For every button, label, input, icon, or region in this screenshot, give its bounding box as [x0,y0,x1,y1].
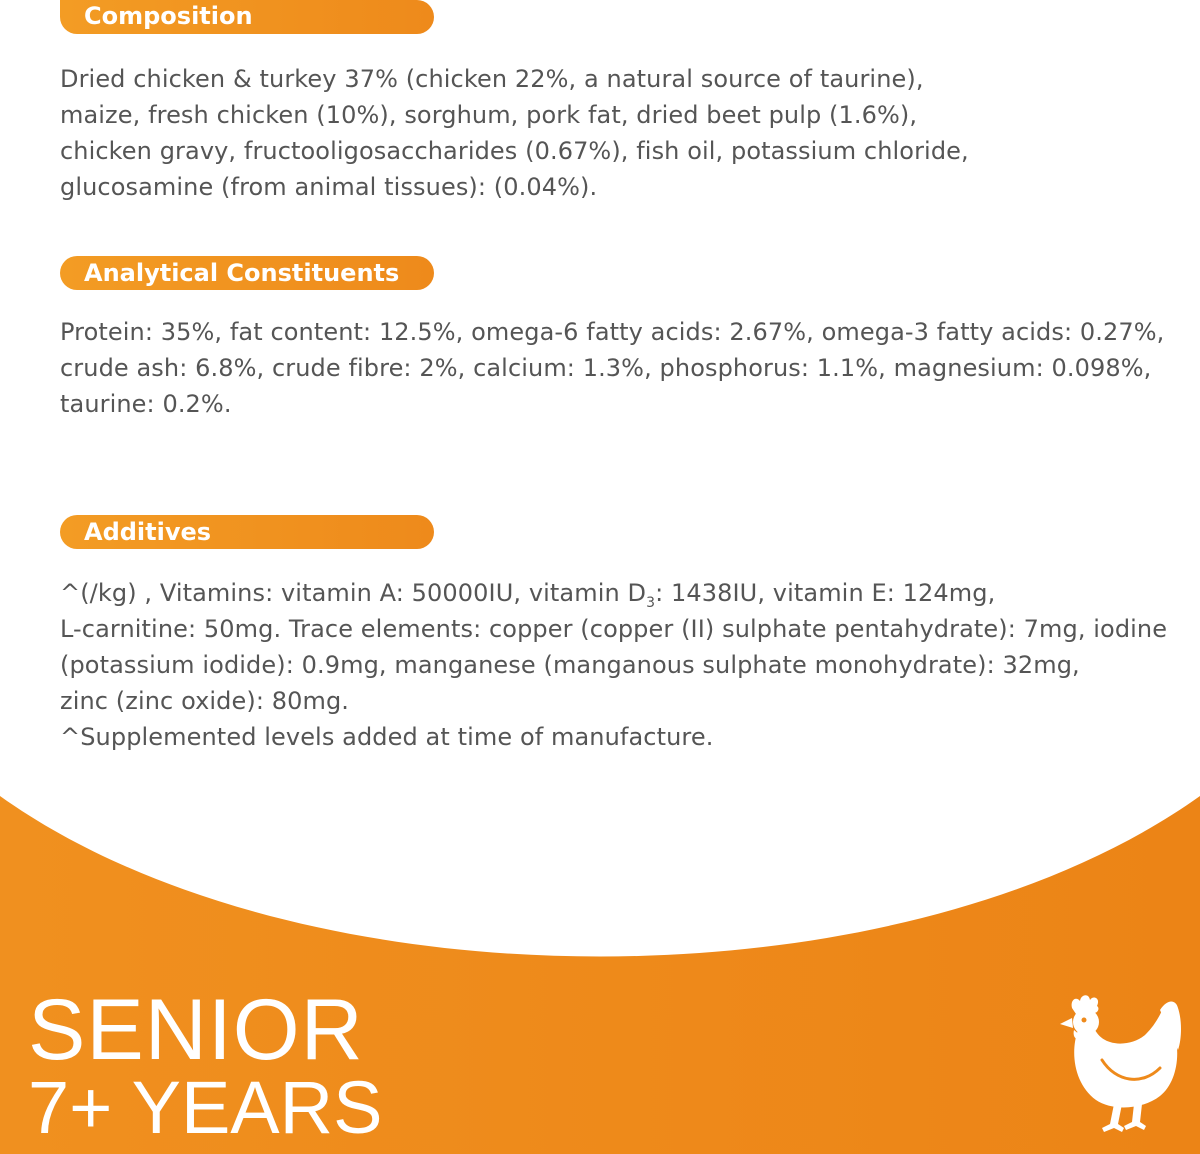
additives-line: zinc (zinc oxide): 80mg. [60,687,350,715]
composition-heading: Composition [60,0,434,34]
composition-line: glucosamine (from animal tissues): (0.04%). [60,173,598,201]
additives-footnote: ^Supplemented levels added at time of manufacture. [60,723,714,751]
age-subtitle: 7+ YEARS [28,1066,383,1149]
additives-line: L-carnitine: 50mg. Trace elements: copper (copper (II) sulphate pentahydrate): 7mg, iodine [60,615,1168,643]
additives-line-1-rest: : 1438IU, vitamin E: 124mg, [655,579,996,607]
composition-line: chicken gravy, fructooligosaccharides (0.67%), fish oil, potassium chloride, [60,137,969,165]
analytical-line: Protein: 35%, fat content: 12.5%, omega-6 fatty acids: 2.67%, omega-3 fatty acids: 0.27%, [60,318,1165,346]
analytical-constituents-heading: Analytical Constituents [60,256,434,290]
additives-line: (potassium iodide): 0.9mg, manganese (manganous sulphate monohydrate): 32mg, [60,651,1080,679]
analytical-line: crude ash: 6.8%, crude fibre: 2%, calcium: 1.3%, phosphorus: 1.1%, magnesium: 0.098%, [60,354,1152,382]
composition-text [60,61,1160,205]
subscript-3: 3 [646,594,656,611]
chicken-icon [1056,992,1186,1140]
additives-line-1 [60,575,1160,611]
analytical-constituents-text [60,314,1165,422]
composition-line: Dried chicken & turkey 37% (chicken 22%, a natural source of taurine), [60,65,924,93]
analytical-line: taurine: 0.2%. [60,390,232,418]
senior-title: SENIOR [28,982,364,1078]
additives-line-1-text: ^(/kg) , Vitamins: vitamin A: 50000IU, vitamin D [60,579,647,607]
additives-heading: Additives [60,515,434,549]
additives-text [60,575,1168,755]
composition-line: maize, fresh chicken (10%), sorghum, pork fat, dried beet pulp (1.6%), [60,101,918,129]
